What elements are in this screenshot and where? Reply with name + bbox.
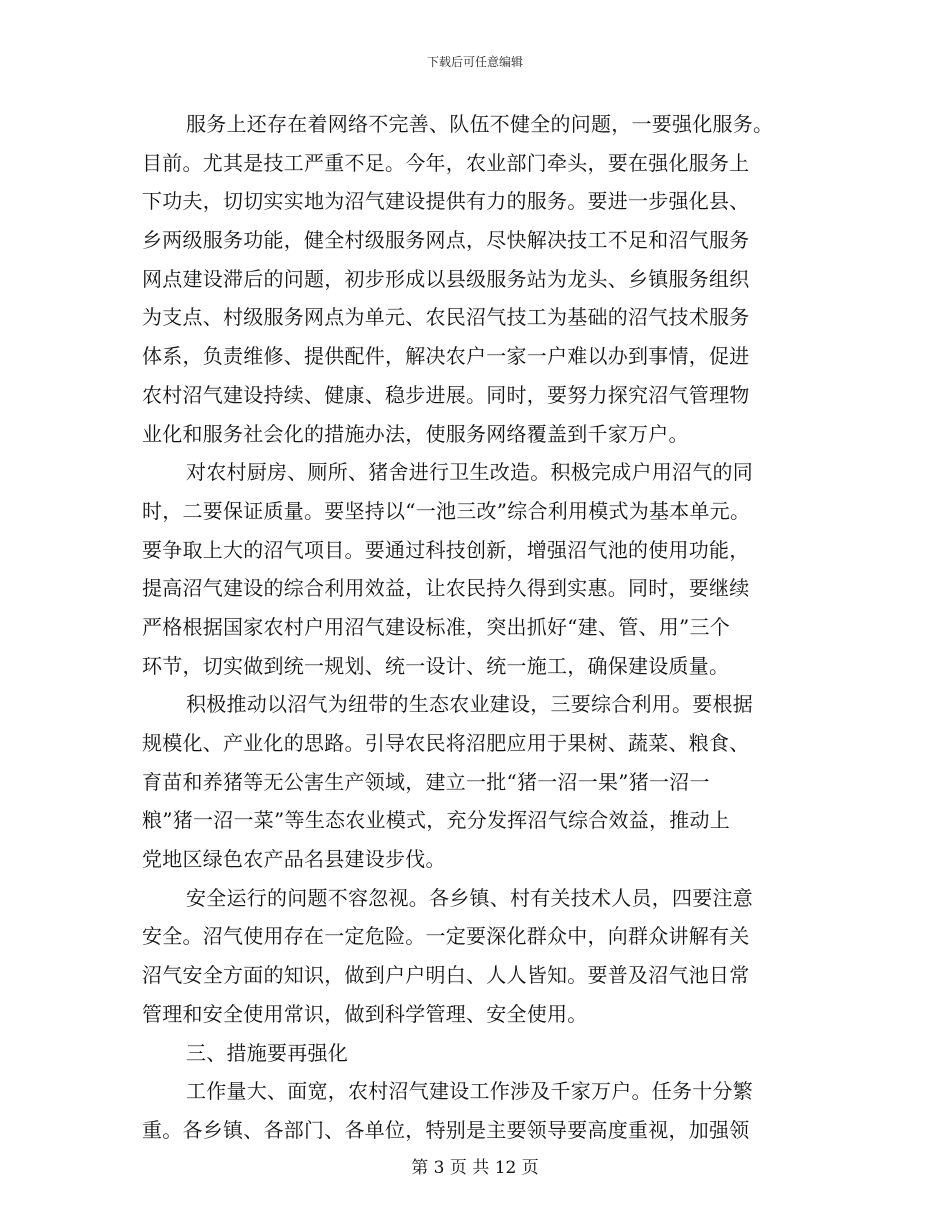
text-line: 环节，切实做到统一规划、统一设计、统一施工，确保建设质量。 [142, 653, 730, 678]
text-line: 农村沼气建设持续、健康、稳步进展。同时，要努力探究沼气管理物 [142, 382, 750, 407]
text-line: 目前。尤其是技工严重不足。今年，农业部门牵头，要在强化服务上 [142, 150, 750, 175]
text-line: 时，二要保证质量。要坚持以“一池三改”综合利用模式为基本单元。 [142, 498, 751, 523]
text-line: 育苗和养猪等无公害生产领域，建立一批“猪一沼一果”猪一沼一 [142, 769, 710, 794]
text-line: 为支点、村级服务网点为单元、农民沼气技工为基础的沼气技术服务 [142, 305, 750, 330]
page-header: 下载后可任意编辑 [426, 55, 523, 69]
text-line: 体系，负责维修、提供配件，解决农户一家一户难以办到事情，促进 [142, 344, 750, 369]
text-line: 积极推动以沼气为纽带的生态农业建设，三要综合利用。要根据 [186, 692, 753, 717]
text-line: 党地区绿色农产品名县建设步伐。 [142, 847, 446, 872]
page-footer: 第 3 页 共 12 页 [411, 1158, 539, 1178]
text-line: 对农村厨房、厕所、猪舍进行卫生改造。积极完成户用沼气的同 [186, 460, 753, 485]
text-line: 提高沼气建设的综合利用效益，让农民持久得到实惠。同时，要继续 [142, 576, 750, 601]
text-line: 管理和安全使用常识，做到科学管理、安全使用。 [142, 1001, 588, 1026]
text-line: 沼气安全方面的知识，做到户户明白、人人皆知。要普及沼气池日常 [142, 963, 750, 988]
text-line: 安全运行的问题不容忽视。各乡镇、村有关技术人员，四要注意 [186, 885, 753, 910]
text-line: 工作量大、面宽，农村沼气建设工作涉及千家万户。任务十分繁 [186, 1079, 753, 1104]
text-line: 严格根据国家农村户用沼气建设标准，突出抓好“建、管、用”三个 [142, 614, 730, 639]
text-line: 规模化、产业化的思路。引导农民将沼肥应用于果树、蔬菜、粮食、 [142, 731, 750, 755]
text-line: 下功夫，切切实实地为沼气建设提供有力的服务。要进一步强化县、 [142, 189, 750, 214]
text-line: 安全。沼气使用存在一定危险。一定要深化群众中，向群众讲解有关 [142, 924, 750, 949]
text-line: 三、措施要再强化 [186, 1040, 348, 1065]
document-body [142, 105, 810, 1150]
text-line: 网点建设滞后的问题，初步形成以县级服务站为龙头、乡镇服务组织 [142, 266, 750, 291]
text-line: 服务上还存在着网络不完善、队伍不健全的问题，一要强化服务。 [186, 112, 774, 136]
text-line: 要争取上大的沼气项目。要通过科技创新，增强沼气池的使用功能， [142, 537, 750, 562]
text-line: 重。各乡镇、各部门、各单位，特别是主要领导要高度重视，加强领 [142, 1117, 750, 1142]
text-line: 粮”猪一沼一菜”等生态农业模式，充分发挥沼气综合效益，推动上 [142, 808, 730, 833]
text-line: 业化和服务社会化的措施办法，使服务网络覆盖到千家万户。 [142, 421, 689, 446]
text-line: 乡两级服务功能，健全村级服务网点，尽快解决技工不足和沼气服务 [142, 228, 750, 253]
